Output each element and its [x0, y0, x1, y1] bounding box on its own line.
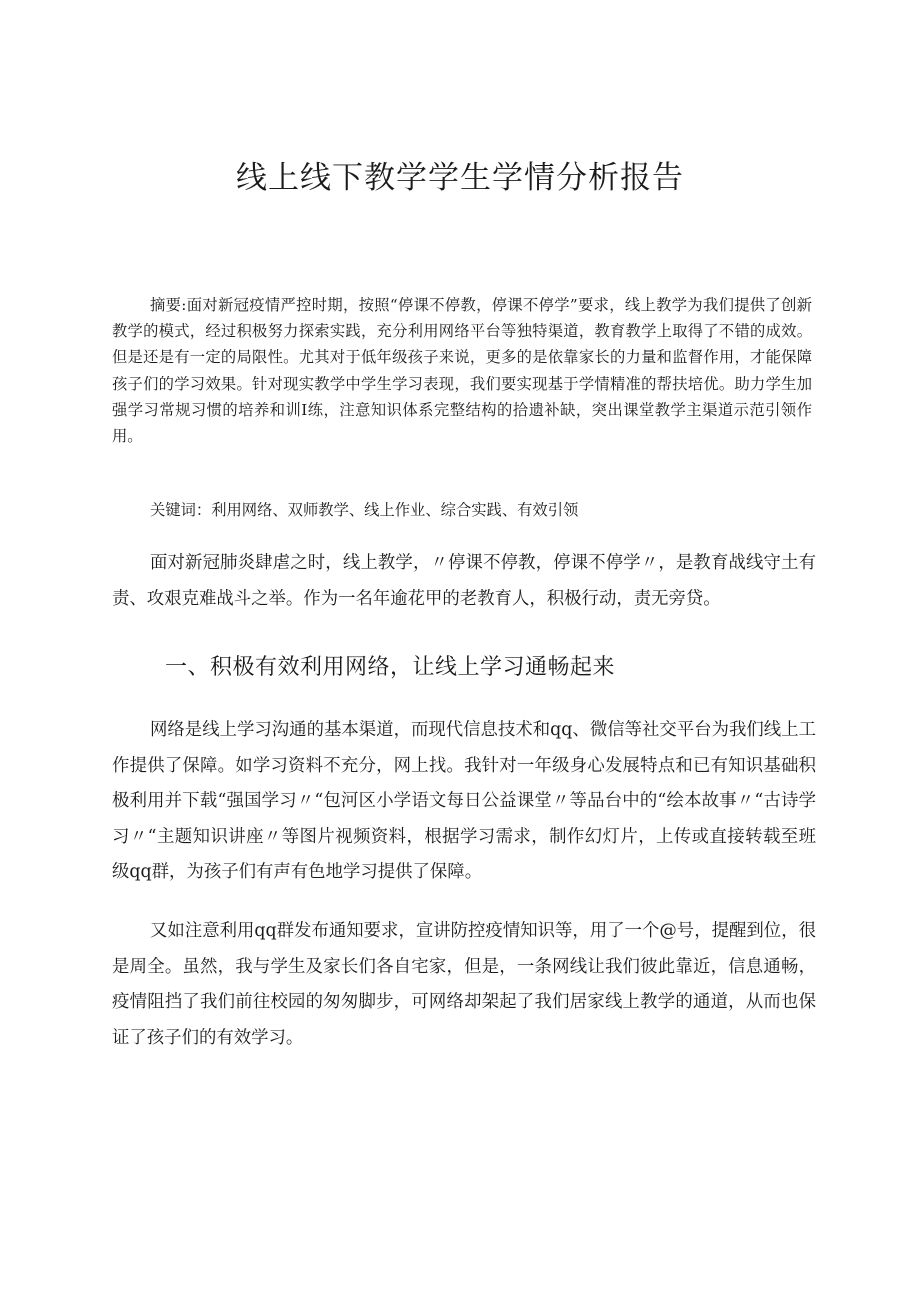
body-paragraph: 网络是线上学习沟通的基本渠道，而现代信息技术和qq、微信等社交平台为我们线上工作提供了保障。如学习资料不充分，网上找。我针对一年级身心发展特点和已有知识基础积极利用并下载“强国学习〃“包河区小学语文每日公益课堂〃等品台中的“绘本故事〃“古诗学习〃“主题知识讲座〃等图片视频资料，根据学习需求，制作幻灯片，上传或直接转载至班级qq群，为孩子们有声有色地学习提供了保障。 — [112, 720, 816, 883]
abstract-paragraph: 摘要:面对新冠疫情严控时期，按照“停课不停教，停课不停学”要求，线上教学为我们提供了创新教学的模式，经过积极努力探索实践，充分利用网络平台等独特渠道，教育教学上取得了不错的成效。但是还是有一定的局限性。尤其对于低年级孩子来说，更多的是依靠家长的力量和监督作用，才能保障孩子们的学习效果。针对现实教学中学生学习表现，我们要实现基于学情精准的帮扶培优。助力学生加强学习常规习惯的培养和训Ⅰ练，注意知识体系完整结构的拾遗补缺，突出课堂教学主渠道示范引领作用。 — [112, 296, 812, 446]
body-paragraph: 又如注意利用qq群发布通知要求，宣讲防控疫情知识等，用了一个@号，提醒到位，很是周全。虽然，我与学生及家长们各自宅家，但是，一条网线让我们彼此靠近，信息通畅，疫情阻挡了我们前往校园的匆匆脚步，可网络却架起了我们居家线上教学的通道，从而也保证了孩子们的有效学习。 — [112, 921, 816, 1048]
keywords-line: 关键词：利用网络、双师教学、线上作业、综合实践、有效引领 — [150, 501, 579, 519]
page-title: 线上线下教学学生学情分析报告 — [236, 160, 684, 196]
intro-paragraph: 面对新冠肺炎肆虐之时，线上教学，〃停课不停教，停课不停学〃，是教育战线守土有责、攻艰克难战斗之举。作为一名年逾花甲的老教育人，积极行动，责无旁贷。 — [112, 553, 816, 609]
section-heading: 一、积极有效利用网络，让线上学习通畅起来 — [165, 655, 616, 680]
